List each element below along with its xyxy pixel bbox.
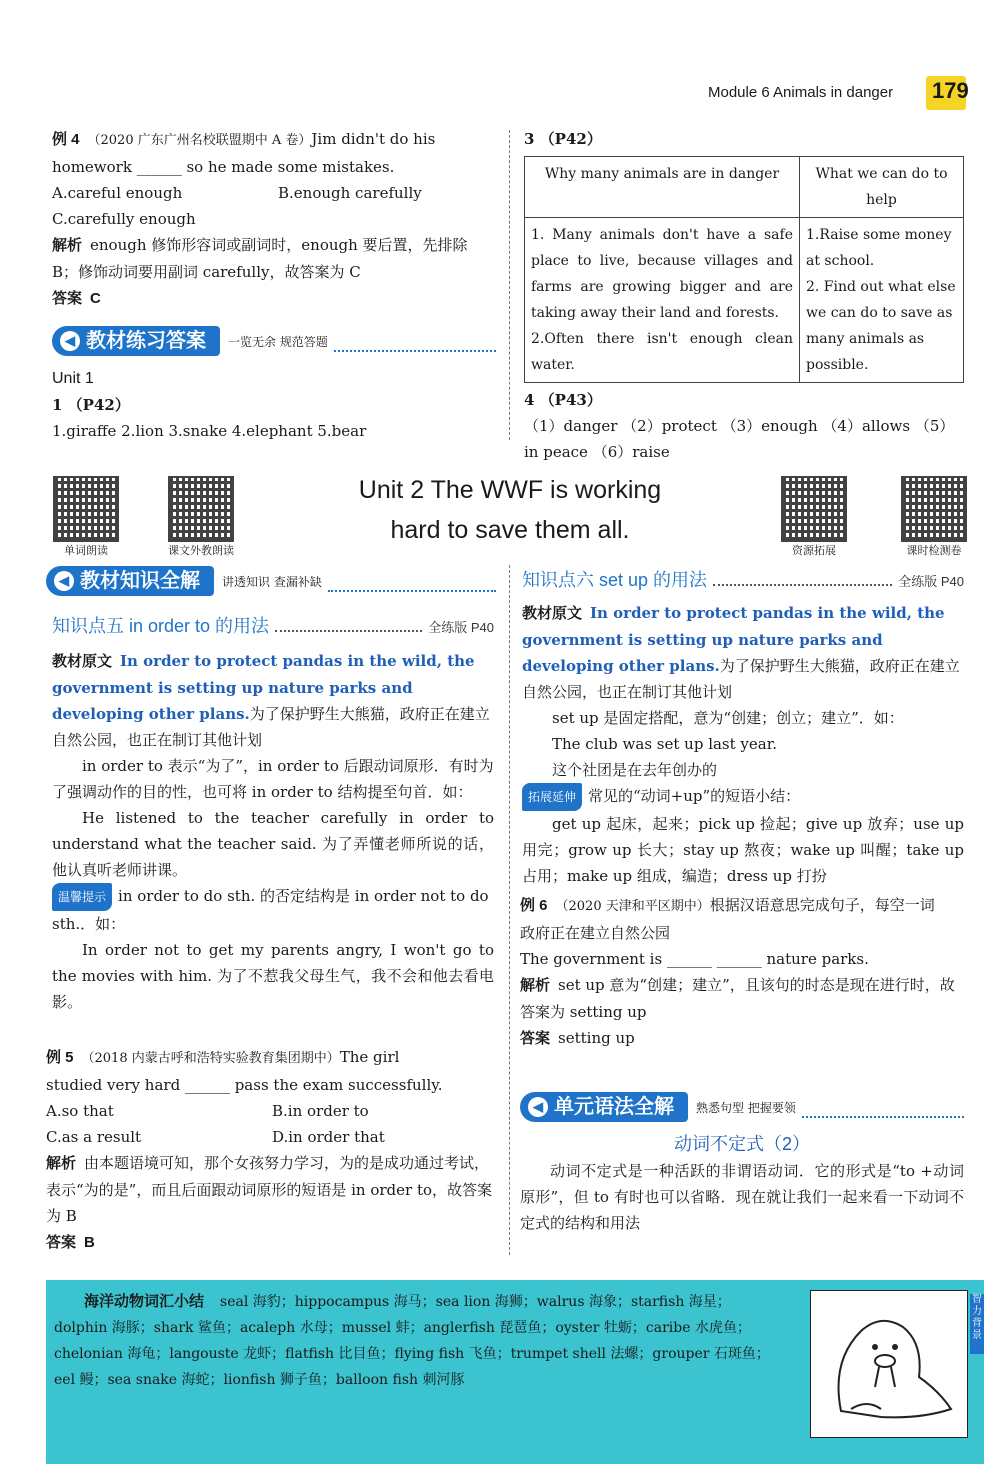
dotted-leader xyxy=(713,584,892,586)
banner-title: 单元语法全解 xyxy=(554,1096,674,1118)
answer-label: 答案 xyxy=(52,290,83,307)
orig-chinese: 为了保护野生大熊猫，政府正在建立自然公园，也正在制订其他计划 xyxy=(52,705,490,749)
analysis-label: 解析 xyxy=(52,237,83,254)
tip-tag: 温馨提示 xyxy=(52,883,112,911)
extension-intro: 常见的“动词+up”的短语小结： xyxy=(588,787,801,805)
kp-reference: 全练版 P40 xyxy=(898,574,964,589)
qr-caption: 资源拓展 xyxy=(792,545,836,557)
analysis-text: B；修饰动词要用副词 carefully，故答案为 C xyxy=(52,263,361,281)
option-d: D.in order that xyxy=(272,1128,385,1146)
column-divider-bottom xyxy=(509,565,510,1255)
answer-list: （1）danger （2）protect （3）enough （4）allows （5）in peace （6）raise xyxy=(524,417,955,461)
answer-table xyxy=(524,156,964,383)
example-sentence: In order not to get my parents angry, I won't go to the movies with him. 为了不惹我父母生气，我不会和他去看电影。 xyxy=(52,941,494,1011)
vocab-title: 海洋动物词汇小结 xyxy=(84,1292,205,1310)
table-cell-text: 1.Raise some money at school. xyxy=(806,227,952,269)
grammar-section xyxy=(520,1130,964,1236)
qr-code-icon[interactable] xyxy=(168,476,234,542)
table-header: Why many animals are in danger xyxy=(525,157,800,218)
banner-title: 教材知识全解 xyxy=(80,570,200,592)
example-translation: 这个社团是在去年创办的 xyxy=(552,761,718,779)
question-text: 根据汉语意思完成句子，每空一词 xyxy=(709,896,935,914)
question-chinese: 政府正在建立自然公园 xyxy=(520,924,671,942)
explanation: in order to 表示“为了”，in order to 后跟动词原形．有时为了强调动作的目的性，也可将 in order to 结构提至句首．如： xyxy=(52,757,494,801)
option-c: C.carefully enough xyxy=(52,210,196,228)
banner-rule xyxy=(334,350,496,352)
banner-title: 教材练习答案 xyxy=(86,330,206,352)
analysis-label: 解析 xyxy=(520,977,551,994)
example-source: （2020 天津和平区期中） xyxy=(555,899,710,914)
seal-icon xyxy=(811,1291,967,1437)
banner-grammar xyxy=(520,1092,964,1122)
qr-code-icon[interactable] xyxy=(53,476,119,542)
banner-subtitle: 一览无余 规范答题 xyxy=(228,334,328,349)
unit-title-line: Unit 2 The WWF is working xyxy=(358,476,662,504)
analysis-text: enough 修饰形容词或副词时，enough 要后置，先排除 xyxy=(90,236,468,254)
banner-subtitle: 熟悉句型 把握要领 xyxy=(696,1100,796,1115)
orig-label: 教材原文 xyxy=(52,653,113,670)
answer-label: 答案 xyxy=(520,1030,551,1047)
table-cell-text: 1. Many animals don't have a safe place to live, because villages and farms are growing bigger and are taking away their land and forests. xyxy=(531,227,793,321)
explanation: set up 是固定搭配，意为“创建；创立；建立”．如： xyxy=(552,709,904,727)
qr-block xyxy=(46,476,126,558)
example-4 xyxy=(52,126,496,312)
qr-code-icon[interactable] xyxy=(781,476,847,542)
module-title: Module 6 Animals in danger xyxy=(708,84,894,101)
banner-rule xyxy=(802,1116,964,1118)
table-cell xyxy=(525,218,800,383)
unit-2-title xyxy=(300,470,720,550)
megaphone-icon: ◀ xyxy=(528,1097,548,1117)
example-sentence: He listened to the teacher carefully in order to understand what the teacher said. 为了弄懂老师所说的话，他认真听老师讲课。 xyxy=(52,809,494,879)
option-b: B.in order to xyxy=(272,1102,369,1120)
grammar-intro: 动词不定式是一种活跃的非谓语动词．它的形式是“to +动词原形”，但 to 有时也可以省略．现在就让我们一起来看一下动词不定式的结构和用法 xyxy=(520,1162,964,1232)
knowledge-point-5 xyxy=(52,612,494,1015)
example-source: （2018 内蒙古呼和浩特实验教育集团期中） xyxy=(81,1051,340,1066)
table-cell-text: 2.Often there isn't enough clean water. xyxy=(531,331,793,373)
example-source: （2020 广东广州名校联盟期中 A 卷） xyxy=(87,133,312,148)
answer-list: 1.giraffe 2.lion 3.snake 4.elephant 5.bear xyxy=(52,422,367,440)
orig-chinese: 为了保护野生大熊猫，政府正在建立自然公园，也正在制订其他计划 xyxy=(522,657,960,701)
example-6 xyxy=(520,892,964,1052)
knowledge-point-6 xyxy=(522,566,964,889)
megaphone-icon: ◀ xyxy=(60,331,80,351)
kp-heading: 知识点六 set up 的用法 xyxy=(522,570,708,590)
answer-value: setting up xyxy=(558,1029,635,1047)
unit-1-right xyxy=(524,126,968,465)
orig-english: In order to protect pandas in the wild, the government is setting up nature parks and developing other plans. xyxy=(522,604,945,675)
kp-heading: 知识点五 in order to 的用法 xyxy=(52,616,270,636)
kp-title xyxy=(52,612,494,638)
column-divider-top xyxy=(509,130,510,440)
question-number: 4 （P43） xyxy=(524,391,602,409)
analysis-label: 解析 xyxy=(46,1155,77,1172)
example-label: 例 4 xyxy=(52,131,80,148)
question-number: 1 （P42） xyxy=(52,396,130,414)
option-b: B.enough carefully xyxy=(278,184,422,202)
ocean-vocab-box xyxy=(46,1280,984,1464)
kp-title xyxy=(522,566,964,592)
orig-label: 教材原文 xyxy=(522,605,583,622)
option-a: A.careful enough xyxy=(52,184,183,202)
question-number: 3 （P42） xyxy=(524,130,602,148)
phrase-list: get up 起床，起来；pick up 捡起；give up 放弃；use up 用完；grow up 长大；stay up 熬夜；wake up 叫醒；take up 占用；make up 组成，编造；dress up 打扮 xyxy=(522,815,964,885)
question-text: The girl xyxy=(339,1048,400,1066)
banner-textbook-answers xyxy=(52,326,496,356)
example-5 xyxy=(46,1044,494,1256)
example-label: 例 6 xyxy=(520,897,548,914)
banner-rule xyxy=(328,590,496,592)
unit-label: Unit 1 xyxy=(52,370,94,387)
answer-value: C xyxy=(90,290,101,307)
question-english: The government is ______ ______ nature parks. xyxy=(520,950,869,968)
side-tab: 智力背景 xyxy=(970,1294,984,1354)
option-a: A.so that xyxy=(46,1102,114,1120)
question-text: homework ______ so he made some mistakes. xyxy=(52,158,395,176)
banner-subtitle: 讲透知识 查漏补缺 xyxy=(222,574,322,589)
unit-1-answers xyxy=(52,366,496,444)
dotted-leader xyxy=(275,630,422,632)
qr-block xyxy=(774,476,854,558)
vocab-text-block xyxy=(54,1288,782,1393)
qr-block xyxy=(156,476,246,558)
unit-title-line: hard to save them all. xyxy=(390,516,630,544)
kp-reference: 全练版 P40 xyxy=(428,620,494,635)
orig-english: In order to protect pandas in the wild, the government is setting up nature parks and developing other plans. xyxy=(52,652,475,723)
question-text: studied very hard ______ pass the exam successfully. xyxy=(46,1076,443,1094)
analysis-text: set up 意为“创建；建立”，且该句的时态是现在进行时，故答案为 setting up xyxy=(520,976,955,1021)
answer-value: B xyxy=(84,1234,95,1251)
grammar-title: 动词不定式（2） xyxy=(673,1134,810,1154)
example-sentence: The club was set up last year. xyxy=(552,735,778,753)
table-cell xyxy=(800,218,964,383)
banner-knowledge xyxy=(46,566,496,596)
extension-tag: 拓展延伸 xyxy=(522,783,582,811)
megaphone-icon: ◀ xyxy=(54,571,74,591)
tip-text: in order to do sth. 的否定结构是 in order not to do sth.．如： xyxy=(52,887,489,933)
qr-caption: 课文外教朗读 xyxy=(168,545,234,557)
qr-caption: 课时检测卷 xyxy=(906,545,962,557)
qr-block xyxy=(894,476,974,558)
table-cell-text: 2. Find out what else we can do to save as many animals as possible. xyxy=(806,279,956,373)
table-header: What we can do to help xyxy=(800,157,964,218)
page-number: 179 xyxy=(932,78,969,103)
option-c: C.as a result xyxy=(46,1128,142,1146)
qr-code-icon[interactable] xyxy=(901,476,967,542)
question-text: Jim didn't do his xyxy=(311,130,436,148)
example-label: 例 5 xyxy=(46,1049,74,1066)
answer-label: 答案 xyxy=(46,1234,77,1251)
vocab-list: seal 海豹；hippocampus 海马；sea lion 海狮；walrus 海象；starfish 海星；dolphin 海豚；shark 鲨鱼；acaleph 水母；mussel 蚌；anglerfish 琵琶鱼；oyster 牡蛎；caribe 水虎鱼；chelonian 海龟；langouste 龙虾；flatfish 比目鱼；flying fish 飞鱼；trumpet shell 法螺；grouper 石斑鱼；eel 鳗；sea snake 海蛇；lionfish 狮子鱼；balloon fish 刺河豚 xyxy=(54,1294,770,1388)
analysis-text: 由本题语境可知，那个女孩努力学习，为的是成功通过考试，表示“为的是”，而且后面跟动词原形的短语是 in order to，故答案为 B xyxy=(46,1154,493,1225)
qr-caption: 单词朗读 xyxy=(64,545,108,557)
seal-illustration xyxy=(810,1290,968,1438)
